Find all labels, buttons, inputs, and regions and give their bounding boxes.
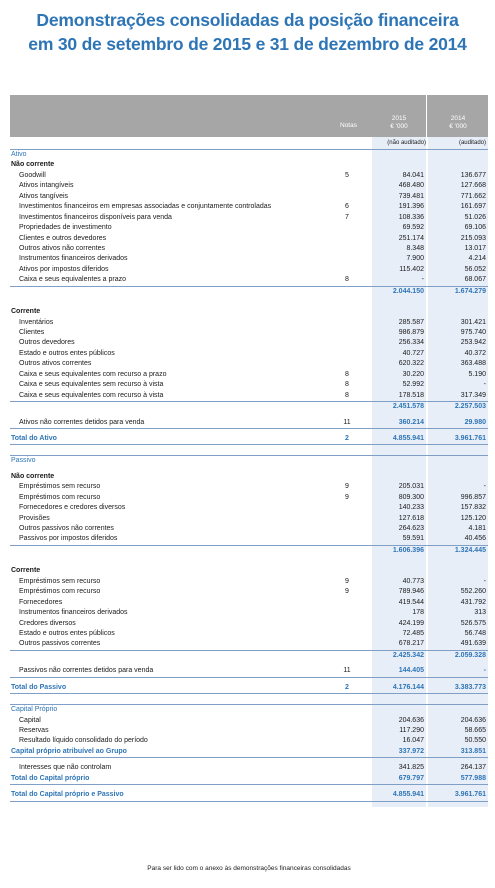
row-label: Capital próprio atribuível ao Grupo (11, 747, 127, 755)
table-row (10, 275, 488, 285)
row-label: Instrumentos financeiros derivados (19, 609, 128, 617)
value-2014: 491.639 (460, 640, 486, 648)
value-2014: 127.668 (460, 182, 486, 190)
value-2015: 127.618 (398, 514, 424, 522)
row-note: 11 (343, 418, 351, 426)
value-2014: - (483, 577, 486, 585)
row-label: Total do Capital próprio (11, 774, 90, 782)
table-row (10, 359, 488, 369)
unit-2015-label: € '000 (390, 123, 408, 130)
table-row (10, 763, 488, 773)
row-label: Ativos por impostos diferidos (19, 265, 109, 273)
row-note: 8 (345, 370, 349, 378)
row-label: Ativo (11, 151, 27, 158)
table-row (10, 380, 488, 390)
value-2015: 360.214 (398, 418, 424, 426)
row-label: Empréstimos sem recurso (19, 577, 101, 585)
row-note: 8 (345, 381, 349, 389)
value-2014: 996.857 (460, 493, 486, 501)
table-row (10, 192, 488, 202)
row-label: Total do Ativo (11, 434, 57, 442)
value-2014: 301.421 (460, 318, 486, 326)
value-2015: 468.480 (398, 182, 424, 190)
value-2015: 72.485 (402, 629, 424, 637)
row-label: Capital (19, 716, 41, 724)
value-2015: 424.199 (398, 619, 424, 627)
row-label: Investimentos financeiros em empresas associadas e conjuntamente controladas (19, 203, 272, 211)
value-2015: 264.623 (398, 525, 424, 532)
value-2015: 679.797 (398, 774, 424, 782)
value-2014: 69.106 (464, 224, 486, 232)
row-label: Outros ativos correntes (19, 360, 92, 368)
value-2014: 1.324.445 (454, 546, 486, 554)
value-2014: 552.260 (460, 588, 486, 596)
table-row (10, 726, 488, 736)
subtotal-row (10, 286, 488, 297)
value-2014: 253.942 (460, 339, 486, 347)
financial-position-table (10, 95, 488, 807)
row-label: Clientes e outros devedores (19, 234, 107, 242)
table-row (10, 503, 488, 513)
table-row (10, 608, 488, 618)
value-2015: 204.636 (398, 716, 424, 724)
value-2014: 13.017 (464, 244, 486, 252)
row-label: Instrumentos financeiros derivados (19, 255, 128, 263)
table-row (10, 666, 488, 677)
table-row (10, 244, 488, 254)
table-row (10, 254, 488, 264)
row-label: Reservas (19, 727, 49, 734)
table-row (10, 482, 488, 492)
value-2015: 341.825 (398, 764, 424, 772)
total-row (10, 790, 488, 801)
total-row (10, 434, 488, 445)
row-label: Total do Passivo (11, 683, 67, 691)
table-row (10, 202, 488, 212)
table-row (10, 598, 488, 608)
value-2014: 431.792 (460, 598, 486, 606)
value-2014: - (483, 381, 486, 389)
table-row (10, 577, 488, 587)
row-label: Outros devedores (19, 339, 75, 347)
table-row (10, 223, 488, 233)
row-label: Não corrente (11, 161, 55, 169)
row-note: 9 (345, 493, 349, 501)
value-2014: 1.674.279 (454, 287, 486, 295)
row-label: Investimentos financeiros disponíveis para venda (19, 213, 172, 221)
value-2015: 144.405 (398, 667, 424, 675)
row-label: Propriedades de investimento (19, 224, 112, 232)
footer-note: Para ser lido com o anexo às demonstrações financeiras consolidadas (147, 865, 351, 872)
table-row (10, 514, 488, 524)
value-2014: 215.093 (460, 234, 486, 242)
year-2014-header (428, 115, 488, 131)
value-2015: 108.336 (398, 213, 424, 221)
value-2015: 178 (412, 609, 424, 617)
table-row (10, 171, 488, 181)
row-label: Provisões (19, 514, 50, 522)
header-divider (426, 95, 427, 137)
value-2015: 115.402 (399, 265, 424, 273)
row-label: Clientes (19, 329, 45, 336)
row-note: 2 (345, 683, 349, 691)
value-2015: 205.031 (398, 483, 424, 491)
value-2014: 50.550 (464, 737, 486, 745)
value-2015: - (421, 276, 424, 284)
table-row (10, 370, 488, 380)
table-row (10, 736, 488, 746)
row-label: Estado e outros entes públicos (19, 629, 115, 637)
table-header (10, 95, 488, 137)
value-2014: 771.662 (460, 192, 486, 200)
value-2015: 337.972 (398, 747, 424, 755)
value-2014: - (483, 483, 486, 491)
table-row (10, 391, 488, 401)
row-label: Passivos não correntes detidos para venda (19, 667, 154, 675)
row-label: Caixa e seus equivalentes com recurso à vista (19, 391, 164, 399)
value-2014: 136.677 (460, 171, 486, 179)
row-note: 5 (345, 171, 349, 179)
value-2015: 40.773 (402, 577, 424, 585)
row-label: Passivo (11, 457, 36, 465)
row-label: Outros passivos não correntes (19, 525, 114, 532)
row-note: 2 (345, 434, 349, 442)
row-note: 8 (345, 391, 349, 399)
row-note: 9 (345, 588, 349, 596)
row-label: Estado e outros entes públicos (19, 349, 115, 357)
table-row (10, 338, 488, 348)
table-row (10, 639, 488, 649)
value-2015: 52.992 (402, 381, 424, 389)
group-heading (10, 566, 488, 576)
table-row (10, 318, 488, 328)
table-row (10, 629, 488, 639)
value-2014: 204.636 (460, 716, 486, 724)
total-row (10, 747, 488, 758)
value-2015: 2.451.578 (392, 403, 424, 411)
table-row (10, 328, 488, 338)
row-label: Total do Capital próprio e Passivo (11, 791, 124, 799)
row-label: Ativos não correntes detidos para venda (19, 418, 145, 426)
value-2014: 4.181 (468, 525, 486, 532)
value-2014: 2.059.328 (454, 651, 486, 659)
value-2015: 986.879 (398, 329, 424, 336)
value-2014: 313.851 (460, 747, 486, 755)
year-2015-label: 2015 (391, 115, 407, 122)
value-2015: 4.176.144 (392, 683, 424, 691)
value-2014: 3.383.773 (454, 683, 486, 691)
value-2015: 8.348 (406, 244, 424, 252)
row-label: Resultado líquido consolidado do período (19, 737, 148, 745)
value-2015: 789.946 (398, 588, 424, 596)
value-2014: 577.988 (460, 774, 486, 782)
row-label: Outros passivos correntes (19, 640, 101, 648)
table-row (10, 418, 488, 429)
row-label: Fornecedores e credores diversos (19, 504, 126, 512)
row-label: Outros ativos não correntes (19, 244, 105, 252)
value-2015: 117.290 (399, 727, 424, 734)
value-2014: 56.748 (464, 629, 486, 637)
audit-status-row (10, 137, 488, 149)
value-2015: 285.587 (398, 318, 424, 326)
table-row (10, 587, 488, 597)
value-2015: 2.044.150 (392, 287, 424, 295)
value-2014: 58.665 (464, 727, 486, 734)
table-row (10, 234, 488, 244)
row-note: 9 (345, 483, 349, 491)
value-2015: 30.220 (402, 370, 424, 378)
subtotal-row (10, 650, 488, 661)
group-heading (10, 160, 488, 170)
value-2014: 29.980 (464, 418, 486, 426)
value-2014: 51.026 (464, 213, 486, 221)
row-label: Ativos intangíveis (19, 182, 74, 190)
value-2015: 191.396 (398, 203, 424, 211)
value-2014: 68.067 (464, 276, 486, 284)
value-2014: 40.456 (464, 535, 486, 543)
value-2015: 40.727 (402, 349, 424, 357)
value-2015: 678.217 (398, 640, 424, 648)
value-2015: 419.544 (398, 598, 424, 606)
row-label: Inventários (19, 318, 54, 326)
group-heading (10, 472, 488, 482)
notes-header: Notas (340, 122, 357, 129)
row-label: Capital Próprio (11, 706, 58, 714)
total-row (10, 683, 488, 694)
row-label: Fornecedores (19, 598, 63, 606)
table-row (10, 181, 488, 191)
row-label: Corrente (11, 308, 41, 316)
row-label: Interesses que não controlam (19, 764, 112, 772)
value-2015: 620.322 (398, 360, 424, 368)
table-row (10, 213, 488, 223)
table-row (10, 534, 488, 544)
table-row (10, 493, 488, 503)
table-row (10, 716, 488, 726)
row-label: Empréstimos com recurso (19, 588, 101, 596)
value-2015: 4.855.941 (392, 434, 424, 442)
year-2014-label: 2014 (450, 115, 466, 122)
value-2015: 84.041 (402, 171, 424, 179)
value-2015: 7.900 (406, 255, 424, 263)
value-2014: 3.961.761 (454, 791, 486, 799)
value-2014: 5.190 (468, 370, 486, 378)
section-heading (10, 704, 488, 715)
row-note: 11 (343, 667, 351, 675)
row-label: Não corrente (11, 472, 55, 480)
row-label: Ativos tangíveis (19, 192, 69, 200)
row-label: Empréstimos com recurso (19, 493, 101, 501)
value-2014: 161.697 (460, 203, 486, 211)
value-2014: 125.120 (460, 514, 486, 522)
value-2015: 4.855.941 (392, 791, 424, 799)
value-2014: 56.052 (464, 265, 486, 273)
value-2015: 1.606.396 (392, 546, 424, 554)
subtotal-row (10, 545, 488, 556)
audit-status-2015: (não auditado) (387, 140, 426, 146)
value-2014: 313 (474, 609, 486, 617)
row-label: Corrente (11, 567, 41, 575)
total-row (10, 774, 488, 785)
value-2014: 3.961.761 (454, 434, 486, 442)
row-label: Empréstimos sem recurso (19, 483, 101, 491)
value-2015: 69.592 (402, 224, 424, 232)
row-note: 8 (345, 276, 349, 284)
table-row (10, 349, 488, 359)
value-2015: 2.425.342 (392, 651, 424, 659)
value-2015: 251.174 (398, 234, 424, 242)
table-row (10, 265, 488, 275)
title-line-1: Demonstrações consolidadas da posição financeira (36, 10, 459, 30)
page-title (0, 8, 495, 56)
section-heading (10, 149, 488, 160)
value-2015: 739.481 (398, 192, 424, 200)
unit-2014-label: € '000 (449, 123, 467, 130)
table-row (10, 524, 488, 534)
row-label: Goodwill (19, 171, 46, 179)
value-2014: 363.488 (460, 360, 486, 368)
value-2015: 809.300 (398, 493, 424, 501)
value-2015: 178.518 (398, 391, 424, 399)
row-label: Passivos por impostos diferidos (19, 535, 118, 543)
value-2015: 59.591 (402, 535, 424, 543)
value-2015: 140.233 (398, 504, 424, 512)
row-label: Caixa e seus equivalentes com recurso a prazo (19, 370, 167, 378)
row-note: 9 (345, 577, 349, 585)
audit-status-2014: (auditado) (458, 140, 486, 146)
row-note: 7 (345, 213, 349, 221)
group-heading (10, 307, 488, 317)
subtotal-row (10, 401, 488, 412)
value-2014: 317.349 (460, 391, 486, 399)
value-2014: 975.740 (460, 329, 486, 336)
value-2014: 2.257.503 (454, 403, 486, 411)
row-note: 6 (345, 203, 349, 211)
value-2014: 4.214 (468, 255, 486, 263)
row-label: Credores diversos (19, 619, 76, 627)
title-line-2: em 30 de setembro de 2015 e 31 de dezembro de 2014 (28, 34, 467, 54)
value-2014: 526.575 (460, 619, 486, 627)
section-heading (10, 455, 488, 466)
value-2014: 40.372 (464, 349, 486, 357)
row-label: Caixa e seus equivalentes sem recurso à vista (19, 381, 164, 389)
table-body (10, 149, 488, 807)
row-label: Caixa e seus equivalentes a prazo (19, 276, 127, 284)
value-2015: 16.047 (402, 737, 424, 745)
value-2015: 256.334 (398, 339, 424, 347)
value-2014: 157.832 (460, 504, 486, 512)
value-2014: - (483, 667, 486, 675)
value-2014: 264.137 (460, 764, 486, 772)
year-2015-header (372, 115, 426, 131)
table-row (10, 619, 488, 629)
